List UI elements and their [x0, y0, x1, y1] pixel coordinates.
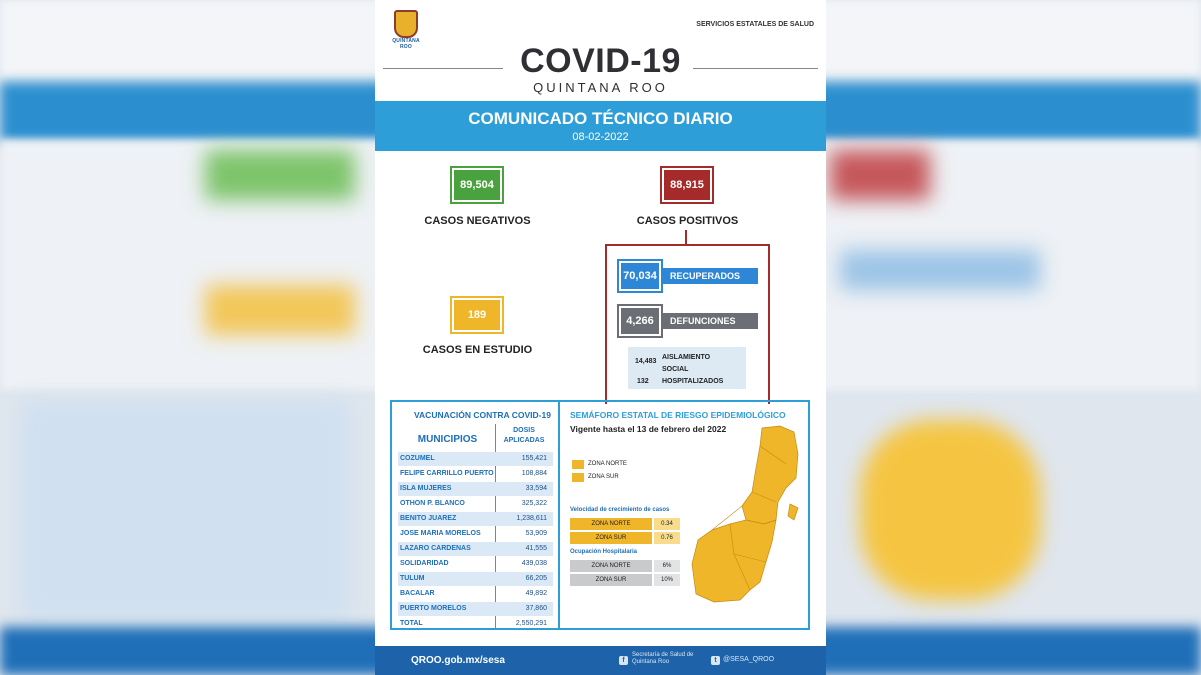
- recuperados-box: [617, 259, 663, 293]
- velocidad-title: Velocidad de crecimiento de casos: [570, 507, 670, 513]
- legend-sur-label: ZONA SUR: [588, 474, 619, 480]
- dosis-value: 33,594: [525, 485, 547, 492]
- defunciones-value: 4,266: [621, 308, 659, 334]
- vaccination-row: [398, 557, 553, 571]
- dosis-value: 66,205: [525, 575, 547, 582]
- negativos-value: 89,504: [454, 170, 500, 200]
- org-name: SERVICIOS ESTATALES DE SALUD: [696, 21, 814, 28]
- municipio-name: FELIPE CARRILLO PUERTO: [400, 470, 494, 477]
- vaccination-row: [398, 572, 553, 586]
- bg-map-blob: [860, 420, 1040, 600]
- bg-yellow-blob: [205, 285, 355, 335]
- vaccination-row: [398, 497, 553, 511]
- municipio-name: COZUMEL: [400, 455, 435, 462]
- velocidad-value: 0.34: [654, 518, 680, 530]
- panel-divider: [558, 402, 560, 630]
- dosis-value: 53,909: [525, 530, 547, 537]
- municipio-name: TULUM: [400, 575, 425, 582]
- municipio-name: LAZARO CARDENAS: [400, 545, 471, 552]
- vaccination-row: [398, 512, 553, 526]
- vaccination-row: [398, 542, 553, 556]
- dosis-value: 37,860: [525, 605, 547, 612]
- municipio-name: ISLA MUJERES: [400, 485, 452, 492]
- estudio-label: CASOS EN ESTUDIO: [422, 344, 533, 356]
- defunciones-box: [617, 304, 663, 338]
- sub-breakdown: [628, 347, 746, 389]
- negativos-label: CASOS NEGATIVOS: [424, 215, 531, 227]
- bg-blue-panel: [840, 250, 1040, 290]
- aislamiento-value: 14,483: [635, 358, 657, 365]
- aislamiento-label: AISLAMIENTO SOCIAL: [662, 354, 711, 373]
- facebook-icon[interactable]: f: [619, 656, 628, 665]
- dosis-value: 108,884: [521, 470, 547, 477]
- bottom-panel: [390, 400, 810, 630]
- vaccination-row: [398, 587, 553, 601]
- vaccination-row: [398, 527, 553, 541]
- velocidad-row: [570, 532, 680, 544]
- municipio-name: JOSE MARIA MORELOS: [400, 530, 481, 537]
- vaccination-row: [398, 467, 553, 481]
- estudio-value: 189: [454, 300, 500, 330]
- col-dosis: DOSIS APLICADAS: [503, 427, 545, 444]
- dosis-value: 1,238,611: [516, 515, 547, 522]
- legend-norte-swatch: [572, 460, 584, 469]
- dosis-value: 439,038: [521, 560, 547, 567]
- logo-text: QUINTANA ROO: [392, 38, 420, 50]
- vaccination-row: [398, 617, 553, 631]
- positivos-connector: [685, 230, 687, 244]
- ocupacion-zona: ZONA SUR: [570, 574, 652, 586]
- velocidad-value: 0.76: [654, 532, 680, 544]
- velocidad-zona: ZONA SUR: [570, 532, 652, 544]
- ocupacion-value: 6%: [654, 560, 680, 572]
- col-municipios: MUNICIPIOS: [417, 433, 478, 445]
- velocidad-row: [570, 518, 680, 530]
- report-date: 08-02-2022: [572, 131, 629, 143]
- municipio-name: BACALAR: [400, 590, 435, 597]
- estudio-box: [450, 296, 504, 334]
- footer-url[interactable]: QROO.gob.mx/sesa: [411, 655, 505, 666]
- legend-norte-label: ZONA NORTE: [588, 461, 627, 467]
- ocupacion-row: [570, 574, 680, 586]
- ocupacion-zona: ZONA NORTE: [570, 560, 652, 572]
- dosis-value: 325,322: [521, 500, 547, 507]
- municipio-name: BENITO JUAREZ: [400, 515, 457, 522]
- dosis-value: 2,550,291: [515, 620, 547, 627]
- facebook-handle[interactable]: Secretaría de Salud de Quintana Roo: [632, 652, 694, 665]
- bg-left-panel: [20, 400, 350, 620]
- vaccination-row: [398, 452, 553, 466]
- hospitalizados-value: 132: [637, 378, 649, 385]
- twitter-handle[interactable]: @SESA_QROO: [723, 656, 775, 663]
- page-subtitle: QUINTANA ROO: [533, 80, 668, 95]
- twitter-icon[interactable]: t: [711, 656, 720, 665]
- dosis-value: 155,421: [521, 455, 547, 462]
- recuperados-label: RECUPERADOS: [660, 268, 758, 284]
- positivos-value: 88,915: [664, 170, 710, 200]
- cozumel-island: [788, 504, 798, 520]
- defunciones-label: DEFUNCIONES: [660, 313, 758, 329]
- positivos-box: [660, 166, 714, 204]
- municipio-name: OTHON P. BLANCO: [400, 500, 465, 507]
- bg-red-blob: [830, 150, 930, 200]
- vaccination-row: [398, 602, 553, 616]
- ocupacion-row: [570, 560, 680, 572]
- recuperados-value: 70,034: [621, 263, 659, 289]
- semaforo-title: SEMÁFORO ESTATAL DE RIESGO EPIDEMIOLÓGICO: [570, 410, 786, 420]
- footer: [375, 646, 826, 675]
- semaforo-vigencia: Vigente hasta el 13 de febrero del 2022: [570, 424, 727, 434]
- municipio-name: TOTAL: [400, 620, 423, 627]
- page-title: COVID-19: [520, 42, 681, 80]
- municipio-name: PUERTO MORELOS: [400, 605, 467, 612]
- positivos-label: CASOS POSITIVOS: [636, 215, 739, 227]
- dosis-value: 49,892: [525, 590, 547, 597]
- municipio-name: SOLIDARIDAD: [400, 560, 449, 567]
- dosis-value: 41,555: [525, 545, 547, 552]
- vaccination-row: [398, 482, 553, 496]
- hospitalizados-label: HOSPITALIZADOS: [662, 378, 724, 385]
- shield-icon: [394, 10, 418, 38]
- ocupacion-value: 10%: [654, 574, 680, 586]
- ocupacion-title: Ocupación Hospitalaria: [570, 549, 638, 555]
- vaccination-title: VACUNACIÓN CONTRA COVID-19: [414, 410, 551, 420]
- banner: [375, 101, 826, 151]
- banner-title: COMUNICADO TÉCNICO DIARIO: [468, 109, 733, 128]
- covid-report-poster: [375, 0, 826, 675]
- negativos-box: [450, 166, 504, 204]
- velocidad-zona: ZONA NORTE: [570, 518, 652, 530]
- zona-sur-region: [692, 520, 776, 602]
- bg-green-blob: [205, 150, 355, 200]
- legend-sur-swatch: [572, 473, 584, 482]
- quintana-roo-map: [690, 424, 806, 606]
